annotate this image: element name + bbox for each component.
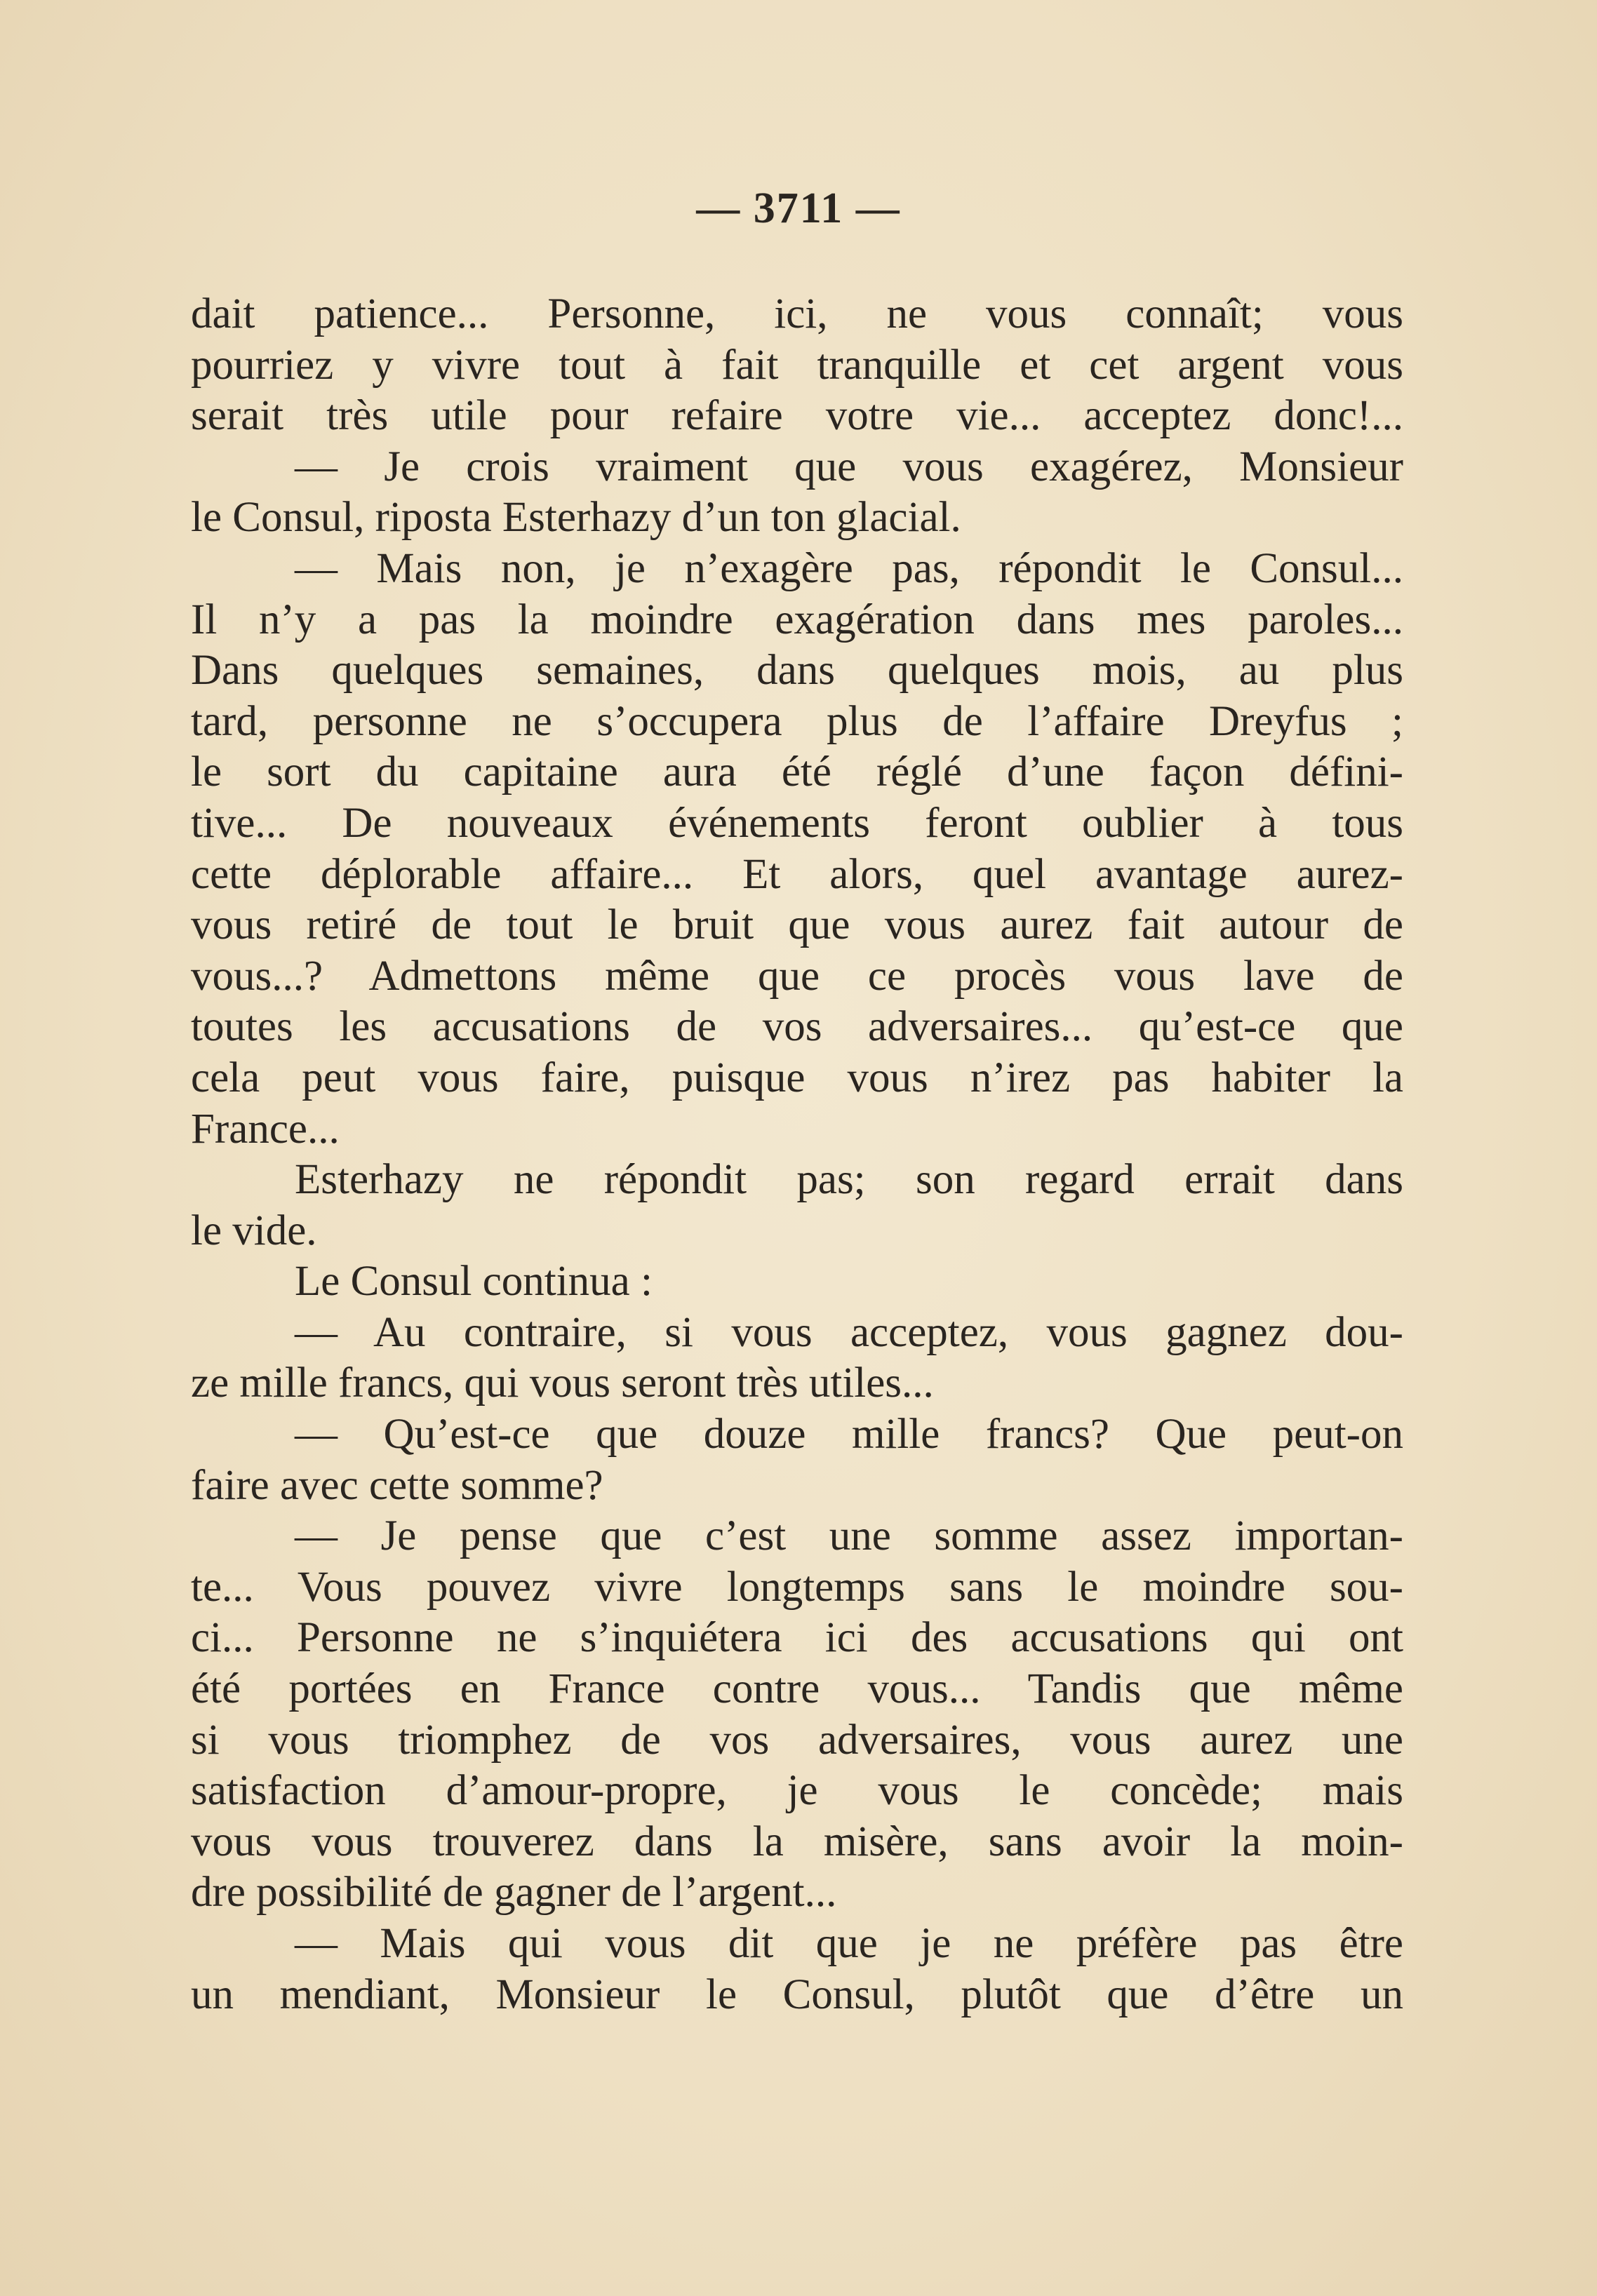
text-line: — Au contraire, si vous acceptez, vous gagnez dou- [295,1308,1403,1356]
text-line: serait très utile pour refaire votre vie... acceptez donc!... [191,392,1403,440]
text-line: ze mille francs, qui vous seront très utiles... [191,1360,934,1407]
text-line: été portées en France contre vous... Tandis que même [191,1665,1403,1713]
text-line: le Consul, riposta Esterhazy d’un ton glacial. [191,494,961,542]
text-line: — Je crois vraiment que vous exagérez, Monsieur [295,443,1403,490]
text-line: Le Consul continua : [295,1258,653,1305]
text-line: le sort du capitaine aura été réglé d’une façon défini- [191,748,1403,796]
text-line: faire avec cette somme? [191,1461,603,1509]
text-line: vous...? Admettons même que ce procès vous lave de [191,952,1403,1000]
text-line: le vide. [191,1207,317,1254]
text-line: si vous triomphez de vos adversaires, vous aurez une [191,1716,1403,1764]
text-line: vous vous trouverez dans la misère, sans avoir la moin- [191,1818,1403,1865]
text-line: cette déplorable affaire... Et alors, quel avantage aurez- [191,850,1403,898]
text-line: — Qu’est-ce que douze mille francs? Que peut-on [295,1411,1403,1458]
text-line: France... [191,1105,340,1153]
text-line: dait patience... Personne, ici, ne vous connaît; vous [191,290,1403,337]
text-line: dre possibilité de gagner de l’argent... [191,1869,837,1916]
body-text [191,289,1403,2020]
text-line: — Mais non, je n’exagère pas, répondit le Consul... [295,544,1403,592]
text-line: te... Vous pouvez vivre longtemps sans le moindre sou- [191,1563,1403,1611]
text-line: vous retiré de tout le bruit que vous aurez fait autour de [191,901,1403,949]
text-line: Il n’y a pas la moindre exagération dans mes paroles... [191,596,1403,643]
page-number: — 3711 — [696,184,901,232]
text-line: Esterhazy ne répondit pas; son regard errait dans [295,1156,1403,1204]
text-line: Dans quelques semaines, dans quelques mois, au plus [191,647,1403,694]
text-line: — Mais qui vous dit que je ne préfère pas être [295,1920,1403,1967]
text-line: — Je pense que c’est une somme assez importan- [295,1512,1403,1560]
text-line: tive... De nouveaux événements feront oublier à tous [191,799,1403,847]
text-line: tard, personne ne s’occupera plus de l’affaire Dreyfus ; [191,697,1403,745]
text-line: toutes les accusations de vos adversaires... qu’est-ce que [191,1003,1403,1051]
text-line: un mendiant, Monsieur le Consul, plutôt que d’être un [191,1971,1403,2018]
text-line: ci... Personne ne s’inquiétera ici des accusations qui ont [191,1614,1403,1662]
text-line: satisfaction d’amour-propre, je vous le concède; mais [191,1767,1403,1815]
text-line: cela peut vous faire, puisque vous n’irez pas habiter la [191,1054,1403,1101]
text-line: pourriez y vivre tout à fait tranquille et cet argent vous [191,341,1403,389]
